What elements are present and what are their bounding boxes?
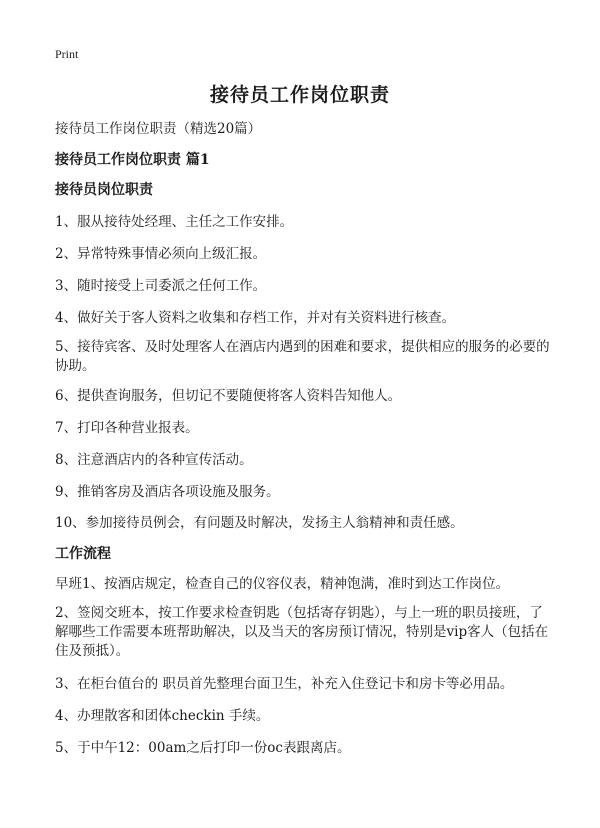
duty-item: 1、服从接待处经理、主任之工作安排。 <box>55 214 294 230</box>
duties-heading: 接待员岗位职责 <box>55 182 153 198</box>
section-heading: 接待员工作岗位职责 篇1 <box>55 152 210 168</box>
duty-item: 5、接待宾客、及时处理客人在酒店内遇到的困难和要求，提供相应的服务的必要的协助。 <box>55 339 550 374</box>
process-item: 5、于中午12：00am之后打印一份oc表跟离店。 <box>55 740 351 756</box>
process-heading: 工作流程 <box>55 546 111 562</box>
print-label: Print <box>55 47 79 61</box>
process-item: 4、办理散客和团体checkin 手续。 <box>55 708 270 724</box>
process-item: 3、在柜台值台的 职员首先整理台面卫生，补充入住登记卡和房卡等必用品。 <box>55 676 514 692</box>
process-item: 早班1、按酒店规定，检查自己的仪容仪表，精神饱满，准时到达工作岗位。 <box>55 576 510 592</box>
duty-item: 6、提供查询服务，但切记不要随便将客人资料告知他人。 <box>55 388 402 404</box>
duty-item: 2、异常特殊事情必须向上级汇报。 <box>55 246 267 262</box>
duty-item: 10、参加接待员例会，有问题及时解决，发扬主人翁精神和责任感。 <box>55 515 464 531</box>
intro-text: 接待员工作岗位职责（精选20篇） <box>55 121 262 137</box>
duty-item: 9、推销客房及酒店各项设施及服务。 <box>55 484 280 500</box>
page-title: 接待员工作岗位职责 <box>209 84 390 106</box>
duty-item: 3、随时接受上司委派之任何工作。 <box>55 278 267 294</box>
duty-item: 8、注意酒店内的各种宣传活动。 <box>55 452 253 468</box>
duty-item: 7、打印各种营业报表。 <box>55 420 199 436</box>
process-item: 2、签阅交班本，按工作要求检查钥匙（包括寄存钥匙），与上一班的职员接班，了解哪些工作需要本班帮助解决，以及当天的客房预订情况，特别是vip客人（包括在住及预抵）。 <box>55 605 549 659</box>
duty-item: 4、做好关于客人资料之收集和存档工作，并对有关资料进行核查。 <box>55 310 456 326</box>
